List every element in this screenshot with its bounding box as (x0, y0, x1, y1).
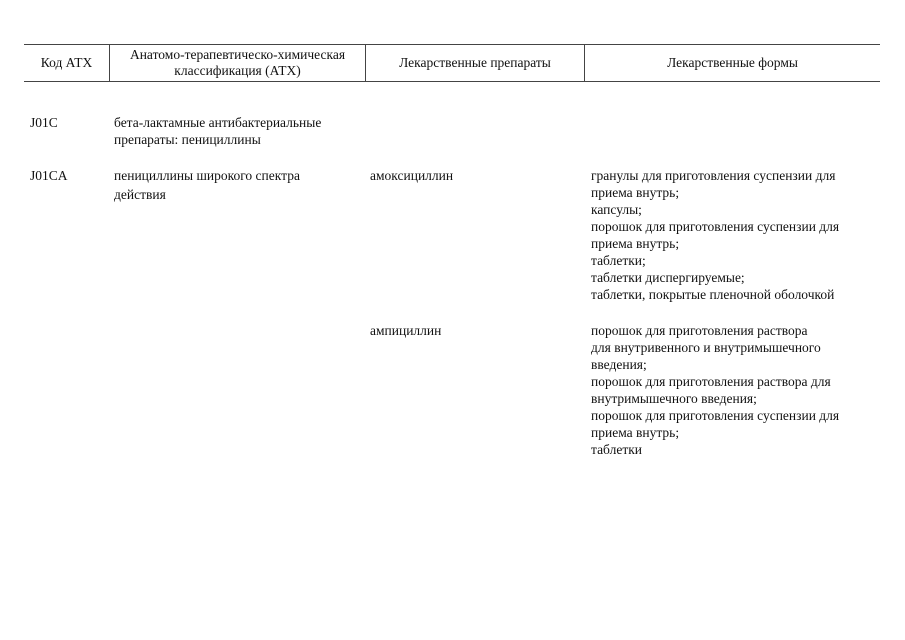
drug-name: амоксициллин (370, 168, 454, 183)
header-classification (109, 45, 365, 81)
dosage-form-line: приема внутрь; (591, 425, 680, 440)
dosage-form-line: для внутривенного и внутримышечного (591, 340, 821, 355)
dosage-forms (591, 322, 880, 458)
dosage-form-line: приема внутрь; (591, 236, 680, 251)
dosage-form-line: порошок для приготовления раствора для (591, 374, 831, 389)
header-drugs-label: Лекарственные препараты (399, 55, 551, 70)
dosage-form-line: таблетки, покрытые пленочной оболочкой (591, 287, 835, 302)
table-row (24, 114, 880, 148)
table-row (24, 167, 880, 303)
atc-classification (114, 322, 370, 458)
dosage-form-line: таблетки (591, 442, 643, 457)
header-code-label: Код АТХ (40, 55, 93, 70)
dosage-form-line: приема внутрь; (591, 185, 680, 200)
drug-name: ампициллин (370, 323, 442, 338)
dosage-form-line: введения; (591, 357, 647, 372)
dosage-form-line: капсулы; (591, 202, 642, 217)
header-forms-label: Лекарственные формы (667, 55, 798, 70)
atc-code (24, 322, 114, 458)
header-class-line: классификация (АТХ) (174, 63, 301, 78)
classification-line: бета-лактамные антибактериальные (114, 115, 322, 130)
header-forms (584, 45, 880, 81)
dosage-forms (591, 114, 880, 148)
classification-line: препараты: пенициллины (114, 132, 261, 147)
atc-classification (114, 114, 370, 148)
atc-code: J01C (30, 115, 58, 130)
atc-code: J01CA (30, 168, 68, 183)
classification-line: действия (114, 187, 166, 202)
atc-classification (114, 167, 370, 303)
dosage-form-line: внутримышечного введения; (591, 391, 757, 406)
header-drugs (365, 45, 584, 81)
classification-line: пенициллины широкого спектра (114, 168, 300, 183)
dosage-form-line: порошок для приготовления раствора (591, 323, 808, 338)
header-class-line: Анатомо-терапевтическо-химическая (129, 47, 346, 62)
table-row (24, 322, 880, 458)
drug-name (370, 114, 591, 148)
dosage-form-line: порошок для приготовления суспензии для (591, 219, 840, 234)
dosage-form-line: таблетки диспергируемые; (591, 270, 745, 285)
dosage-form-line: таблетки; (591, 253, 646, 268)
dosage-form-line: гранулы для приготовления суспензии для (591, 168, 836, 183)
header-code (24, 45, 109, 81)
table-body (24, 114, 880, 458)
atc-drug-table (24, 44, 880, 458)
dosage-form-line: порошок для приготовления суспензии для (591, 408, 840, 423)
dosage-forms (591, 167, 880, 303)
table-header (24, 44, 880, 82)
